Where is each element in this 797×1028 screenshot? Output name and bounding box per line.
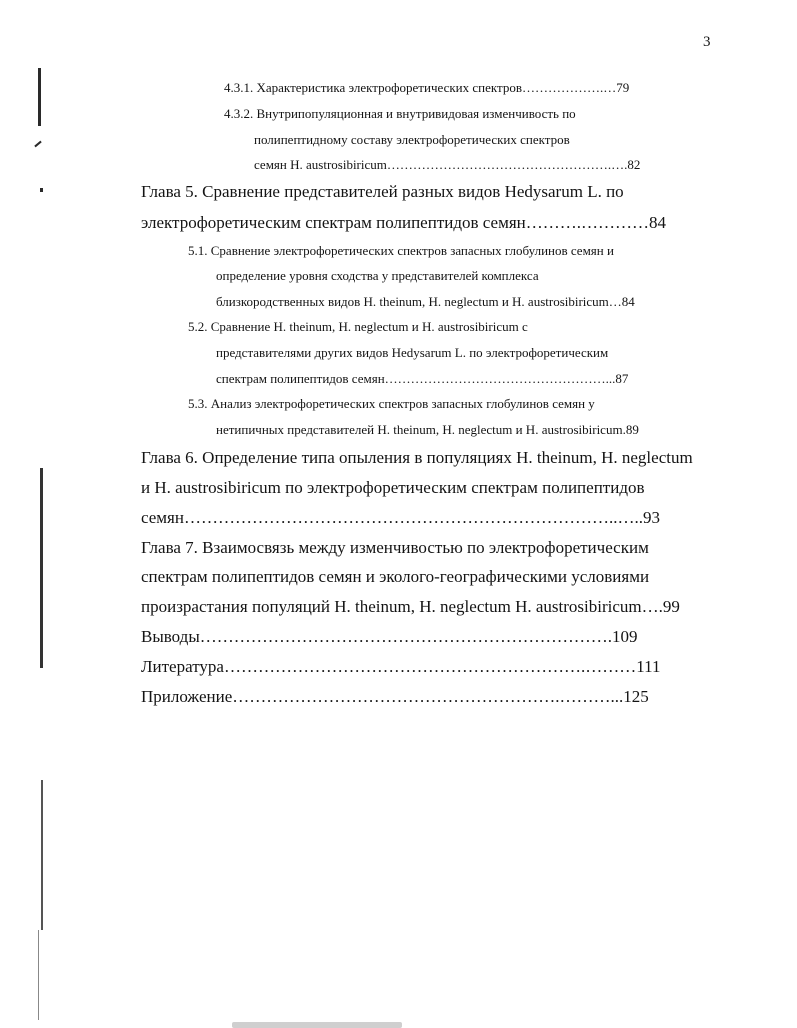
scan-binding-line <box>40 468 43 668</box>
toc-chapter-6-cont: и H. austrosibiricum по электрофоретическим спектрам полипептидов <box>141 478 645 497</box>
scan-mark-top <box>38 68 41 126</box>
toc-entry-5-2-end: спектрам полипептидов семян……………………………………………...87 <box>216 371 629 386</box>
toc-entry-4-3-2-cont: полипептидному составу электрофоретических спектров <box>254 132 570 147</box>
toc-entry-5-1-end: близкородственных видов H. theinum, H. neglectum и H. austrosibiricum…84 <box>216 294 635 309</box>
toc-chapter-7-cont: спектрам полипептидов семян и эколого-географическими условиями <box>141 567 650 586</box>
toc-appendix: Приложение………………………………………………….………...125 <box>141 687 649 706</box>
page-number: 3 <box>703 34 711 50</box>
toc-entry-4-3-1: 4.3.1. Характеристика электрофоретических спектров……………….…79 <box>224 80 630 95</box>
toc-entry-4-3-2: 4.3.2. Внутрипопуляционная и внутривидовая изменчивость по <box>224 106 576 121</box>
scan-binding-edge <box>38 930 39 1020</box>
toc-entry-5-3-end: нетипичных представителей H. theinum, H. neglectum и H. austrosibiricum.89 <box>216 422 639 437</box>
toc-literature: Литература……………………………………………………….………111 <box>141 657 661 676</box>
toc-chapter-6-end: семян…………………………………………………………………..…..93 <box>141 508 660 527</box>
scan-mark-dot <box>40 188 43 192</box>
scan-mark-tick <box>34 141 41 148</box>
toc-chapter-6: Глава 6. Определение типа опыления в популяциях H. theinum, H. neglectum <box>141 448 693 467</box>
toc-entry-5-1: 5.1. Сравнение электрофоретических спектров запасных глобулинов семян и <box>188 243 614 258</box>
scan-binding-line-2 <box>41 780 43 930</box>
toc-entry-4-3-2-end: семян H. austrosibiricum…………………………………………….….82 <box>254 157 641 172</box>
toc-chapter-5: Глава 5. Сравнение представителей разных видов Hedysarum L. по <box>141 182 624 201</box>
toc-chapter-7-end: произрастания популяций H. theinum, H. neglectum H. austrosibiricum….99 <box>141 597 680 616</box>
toc-entry-5-3: 5.3. Анализ электрофоретических спектров запасных глобулинов семян у <box>188 396 595 411</box>
toc-entry-5-1-cont: определение уровня сходства у представителей комплекса <box>216 268 539 283</box>
toc-entry-5-2-cont: представителями других видов Hedysarum L. по электрофоретическим <box>216 345 609 360</box>
toc-chapter-5-cont: электрофоретическим спектрам полипептидов семян……….…………84 <box>141 213 666 232</box>
toc-chapter-7: Глава 7. Взаимосвязь между изменчивостью по электрофоретическим <box>141 538 649 557</box>
toc-entry-5-2: 5.2. Сравнение H. theinum, H. neglectum и H. austrosibiricum с <box>188 319 528 334</box>
scan-footer-smudge <box>232 1022 402 1028</box>
toc-conclusions: Выводы……………………………………………………………….109 <box>141 627 638 646</box>
